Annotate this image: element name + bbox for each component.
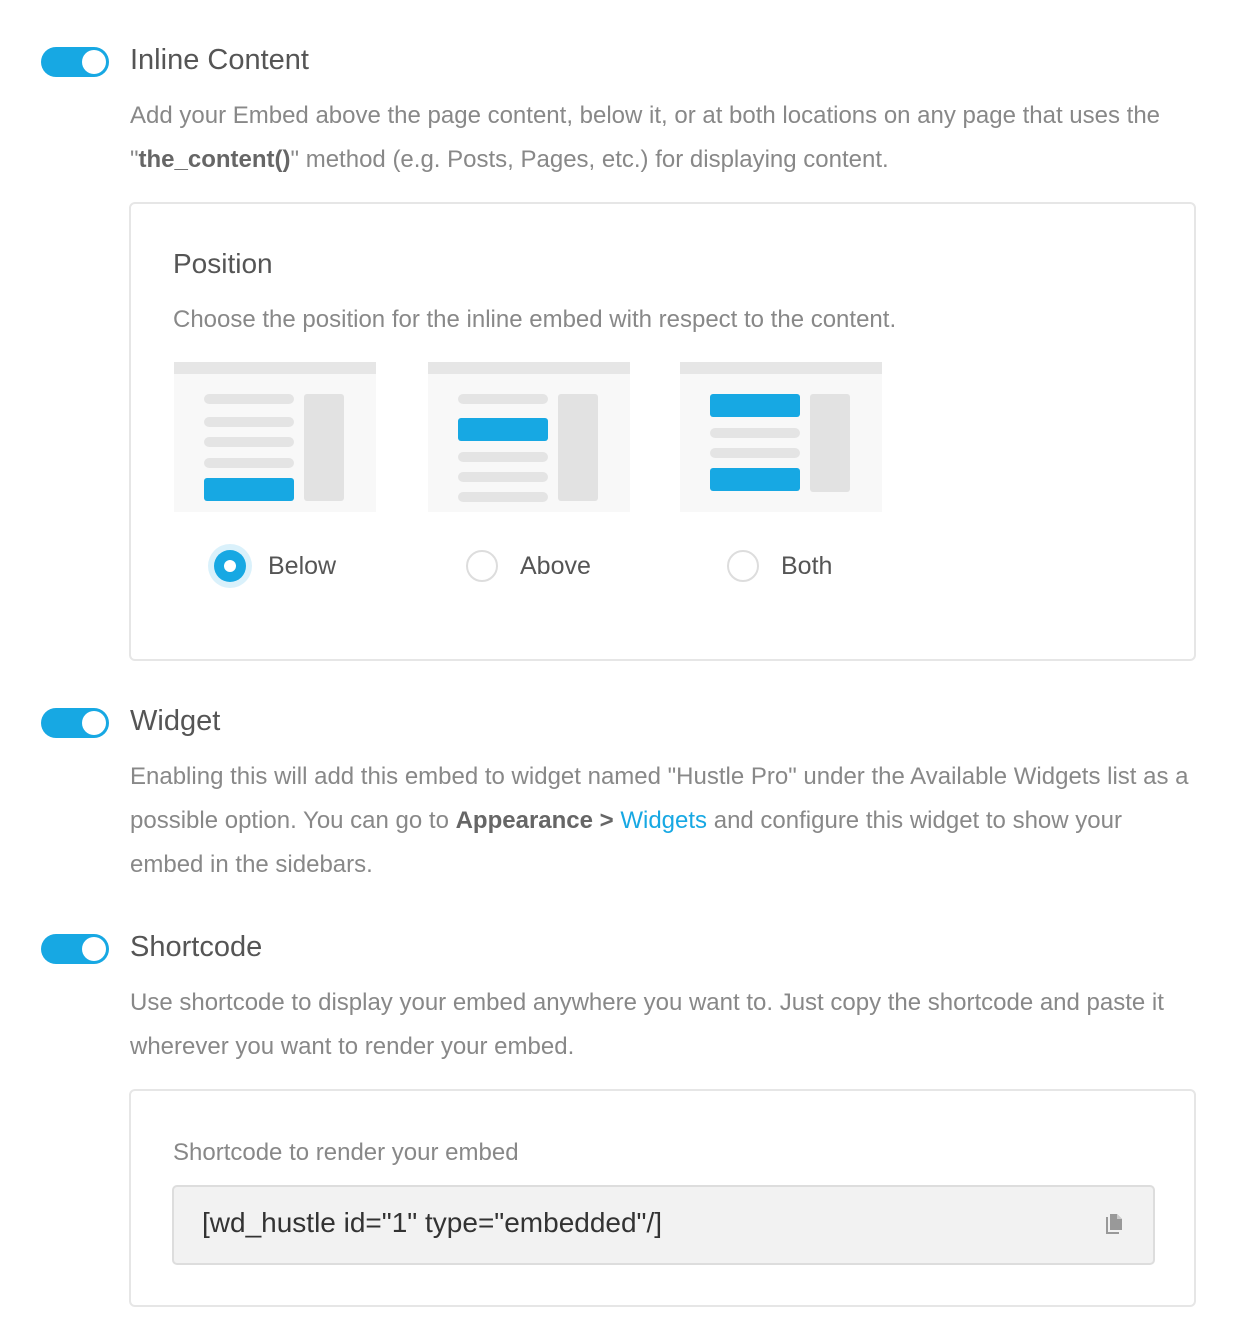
thumb-line: [204, 417, 294, 427]
position-title: Position: [173, 248, 273, 279]
appearance-menu-text: Appearance >: [455, 807, 614, 834]
thumb-line: [204, 458, 294, 468]
thumb-sidebar: [810, 394, 850, 492]
shortcode-field[interactable]: [172, 1185, 1155, 1265]
toggle-knob: [82, 711, 106, 735]
radio-above-label: Above: [520, 551, 591, 580]
copy-icon[interactable]: [1103, 1213, 1125, 1237]
inline-desc-method: the_content(): [138, 146, 291, 173]
position-below-illustration[interactable]: [174, 362, 376, 512]
shortcode-value[interactable]: [wd_hustle id="1" type="embedded"/]: [202, 1207, 663, 1238]
shortcode-panel: [129, 1089, 1196, 1307]
thumb-line: [204, 437, 294, 447]
thumb-topbar: [174, 362, 376, 374]
thumb-embed-block: [710, 468, 800, 491]
inline-desc-text: Add your Embed above the page content, below it, or at both locations on any page that uses the ": [130, 102, 1161, 173]
position-both-illustration[interactable]: [680, 362, 882, 512]
radio-checked-icon: [214, 550, 246, 582]
widget-desc-text: Enabling this will add this embed to widget named "Hustle Pro" under the Available Widgets list as a possible option. You can go to: [130, 763, 1189, 834]
radio-above[interactable]: [466, 544, 591, 588]
inline-desc-text-2: " method (e.g. Posts, Pages, etc.) for displaying content.: [290, 146, 889, 173]
shortcode-toggle[interactable]: [41, 934, 109, 964]
thumb-topbar: [680, 362, 882, 374]
toggle-knob: [82, 937, 106, 961]
thumb-sidebar: [558, 394, 598, 501]
widget-desc-text-2: and configure this widget to show your embed in the sidebars.: [130, 807, 1122, 878]
radio-below-label: Below: [268, 551, 337, 580]
radio-below[interactable]: [214, 544, 336, 588]
toggle-knob: [82, 50, 106, 74]
position-above-illustration[interactable]: [428, 362, 630, 512]
widget-toggle[interactable]: [41, 708, 109, 738]
widget-description: [130, 755, 1200, 887]
position-description: Choose the position for the inline embed with respect to the content.: [173, 306, 897, 333]
thumb-embed-block: [710, 394, 800, 417]
thumb-line: [710, 448, 800, 458]
shortcode-title: Shortcode: [130, 931, 263, 963]
thumb-line: [458, 452, 548, 462]
inline-content-toggle[interactable]: [41, 47, 109, 77]
radio-unchecked-icon: [466, 550, 498, 582]
radio-both[interactable]: [727, 544, 832, 588]
widgets-link[interactable]: Widgets: [620, 807, 708, 834]
thumb-line: [710, 428, 800, 438]
thumb-line: [458, 394, 548, 404]
inline-content-title: Inline Content: [130, 44, 309, 76]
widget-title: Widget: [130, 705, 221, 737]
thumb-embed-block: [204, 478, 294, 501]
radio-unchecked-icon: [727, 550, 759, 582]
position-panel: [129, 202, 1196, 661]
thumb-line: [458, 492, 548, 502]
radio-both-label: Both: [781, 551, 833, 580]
thumb-embed-block: [458, 418, 548, 441]
shortcode-description: Use shortcode to display your embed anywhere you want to. Just copy the shortcode and paste it wherever you want to render your embed.: [130, 989, 1164, 1060]
thumb-sidebar: [304, 394, 344, 501]
thumb-line: [458, 472, 548, 482]
shortcode-field-label: Shortcode to render your embed: [173, 1139, 519, 1166]
inline-content-description: [130, 94, 1200, 182]
thumb-line: [204, 394, 294, 404]
thumb-topbar: [428, 362, 630, 374]
